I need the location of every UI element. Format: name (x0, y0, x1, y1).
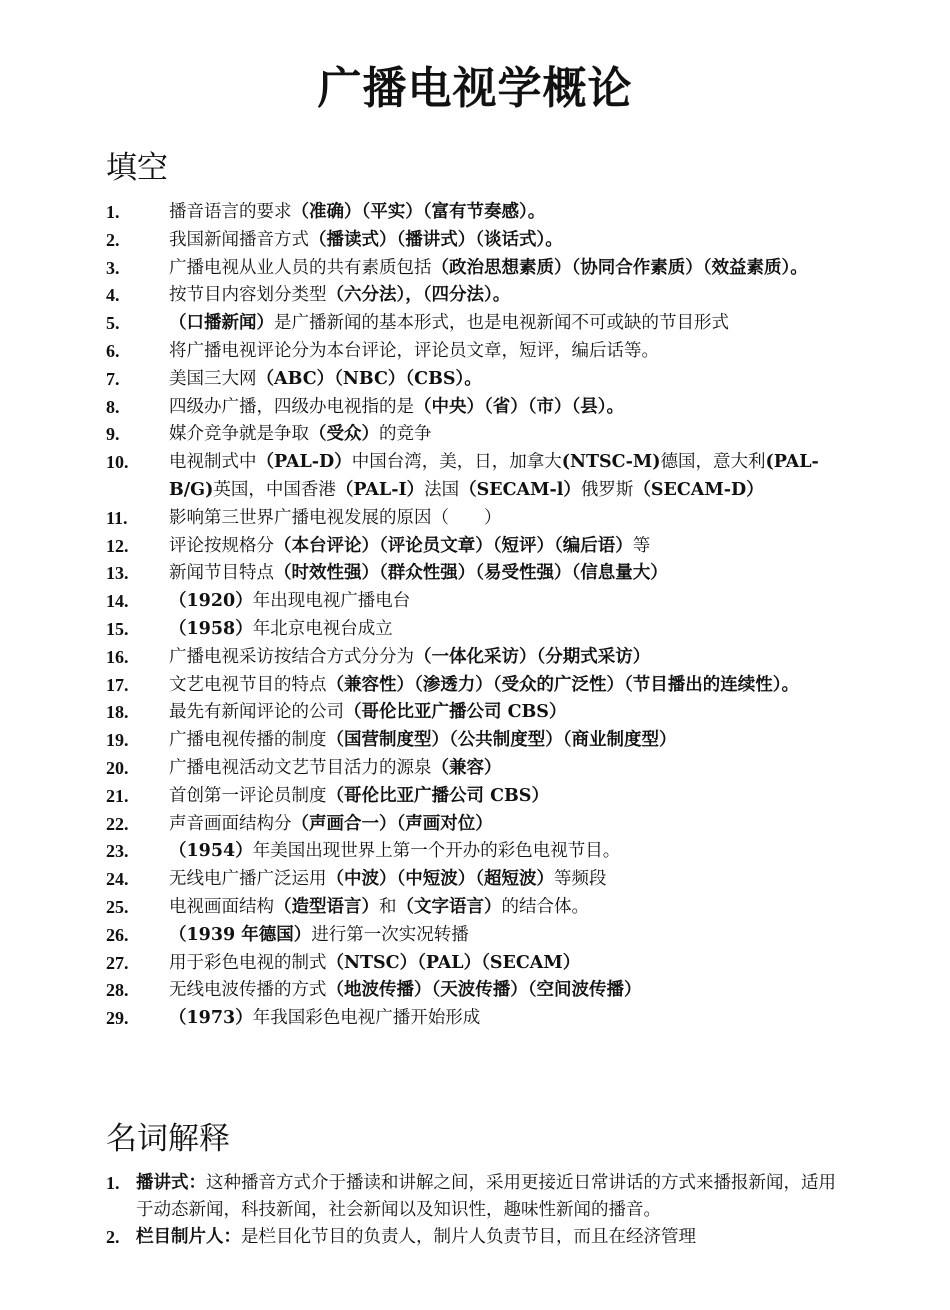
fill-in-item (0, 977, 950, 1005)
item-text (169, 866, 844, 894)
answer-text: （兼容性）（渗透力）（受众的广泛性）（节目播出的连续性）。 (326, 674, 799, 695)
question-text: 的竞争 (379, 424, 432, 445)
answer-text: （地波传播）（天波传播）（空间波传播） (326, 980, 642, 1001)
question-text: 首创第一评论员制度 (169, 785, 327, 806)
question-text: 年出现电视广播电台 (252, 591, 411, 612)
fill-in-item (0, 727, 950, 755)
question-text: 最先有新闻评论的公司 (169, 702, 344, 723)
fill-in-item (0, 894, 950, 922)
fill-in-item (0, 533, 950, 561)
item-text (169, 560, 844, 588)
fill-in-item (0, 282, 950, 310)
answer-text: （口播新闻） (169, 313, 274, 334)
fill-in-item (0, 227, 950, 255)
item-number: 20. (106, 757, 129, 778)
question-text: 英国，中国香港 (213, 479, 336, 500)
fill-in-item (0, 421, 950, 449)
answer-text: （六分法），（四分法）。 (326, 285, 511, 306)
fill-in-item (0, 783, 950, 811)
item-text (169, 616, 844, 644)
fill-in-item (0, 449, 950, 505)
question-text: 进行第一次实况转播 (311, 924, 469, 945)
question-text: 影响第三世界广播电视发展的原因（ ） (169, 507, 502, 528)
item-text (169, 255, 844, 283)
term-text (136, 1170, 842, 1224)
item-text (169, 199, 844, 227)
term-text (136, 1224, 842, 1251)
fill-in-item (0, 644, 950, 672)
term-definition: 是栏目化节目的负责人，制片人负责节目，而且在经济管理 (241, 1227, 696, 1247)
question-text: 将广播电视评论分为本台评论，评论员文章，短评，编后话等。 (169, 340, 659, 361)
fill-in-item (0, 255, 950, 283)
question-text: 文艺电视节目的特点 (169, 674, 327, 695)
fill-in-item (0, 338, 950, 366)
question-text: 美国三大网 (169, 368, 257, 389)
term-label: 播讲式： (136, 1173, 206, 1193)
question-text: 电视画面结构 (169, 896, 274, 917)
question-text: 等频段 (554, 869, 607, 890)
fill-in-item (0, 699, 950, 727)
answer-text: （政治思想素质）（协同合作素质）（效益素质）。 (431, 257, 808, 278)
answer-text: （SECAM-D） (633, 479, 764, 500)
section-heading-terms: 名词解释 (106, 1121, 230, 1157)
item-text (169, 505, 844, 533)
question-text: 无线电波传播的方式 (169, 980, 327, 1001)
question-text: 我国新闻播音方式 (169, 229, 309, 250)
answer-text: （1954） (169, 841, 253, 862)
fill-in-item (0, 588, 950, 616)
item-number: 15. (106, 618, 129, 639)
item-text (169, 672, 844, 700)
item-number: 24. (106, 869, 129, 890)
item-number: 2. (106, 229, 120, 250)
fill-in-item (0, 755, 950, 783)
item-text (169, 282, 844, 310)
item-number: 29. (106, 1008, 129, 1029)
item-text (169, 977, 844, 1005)
question-text: 电视制式中 (169, 452, 257, 473)
item-text (169, 783, 844, 811)
fill-in-item (0, 394, 950, 422)
answer-text: （受众） (309, 424, 379, 445)
answer-text: （本台评论）（评论员文章）（短评）（编后语） (274, 535, 633, 556)
item-number: 5. (106, 313, 120, 334)
question-text: 俄罗斯 (580, 479, 634, 500)
fill-in-item (0, 950, 950, 978)
answer-text: （播读式）（播讲式）（谈话式）。 (309, 229, 563, 250)
item-text (169, 449, 844, 505)
section-heading-fill-in: 填空 (106, 150, 168, 186)
item-number: 19. (106, 730, 129, 751)
answer-text: （哥伦比亚广播公司 CBS） (344, 702, 567, 723)
answer-text: （国营制度型）（公共制度型）（商业制度型） (326, 730, 677, 751)
question-text: 用于彩色电视的制式 (169, 952, 327, 973)
item-number: 23. (106, 841, 129, 862)
answer-text: （中波）（中短波）（超短波） (326, 869, 554, 890)
item-number: 6. (106, 340, 120, 361)
item-text (169, 922, 844, 950)
item-text (169, 950, 844, 978)
answer-text: （SECAM-l） (459, 479, 581, 500)
terms-list (0, 1170, 950, 1251)
term-item (0, 1224, 950, 1251)
item-number: 13. (106, 563, 129, 584)
fill-in-item (0, 199, 950, 227)
item-number: 22. (106, 813, 129, 834)
answer-text: （文字语言） (396, 896, 502, 917)
question-text: 评论按规格分 (169, 535, 274, 556)
question-text: 和 (379, 896, 397, 917)
question-text: 广播电视采访按结合方式分分为 (169, 646, 414, 667)
answer-text: （PAL-D） (256, 452, 352, 473)
fill-in-item (0, 922, 950, 950)
question-text: 新闻节目特点 (169, 563, 274, 584)
term-item (0, 1170, 950, 1224)
question-text: 广播电视活动文艺节目活力的源泉 (169, 757, 432, 778)
document-title: 广播电视学概论 (317, 63, 633, 114)
item-text (169, 1005, 844, 1033)
answer-text: (NTSC-M) (561, 452, 661, 473)
question-text: 年我国彩色电视广播开始形成 (252, 1008, 481, 1029)
fill-in-item (0, 838, 950, 866)
item-number: 21. (106, 785, 129, 806)
question-text: 声音画面结构分 (169, 813, 292, 834)
fill-in-item (0, 672, 950, 700)
item-number: 2. (106, 1227, 120, 1247)
answer-text: （NTSC）（PAL）（SECAM） (326, 952, 581, 973)
item-text (169, 838, 844, 866)
item-number: 3. (106, 257, 120, 278)
question-text: 播音语言的要求 (169, 202, 292, 222)
item-number: 12. (106, 535, 129, 556)
fill-in-item (0, 1005, 950, 1033)
fill-in-list (0, 199, 950, 1033)
answer-text: （1973） (169, 1008, 253, 1029)
item-text (169, 755, 844, 783)
answer-text: (PAL-B/G) (169, 452, 819, 500)
item-number: 18. (106, 702, 129, 723)
answer-text: （一体化采访）（分期式采访） (414, 646, 651, 667)
question-text: 的结合体。 (501, 896, 589, 917)
question-text: 等 (632, 535, 651, 556)
answer-text: （哥伦比亚广播公司 CBS） (326, 785, 549, 806)
question-text: 年美国出现世界上第一个开办的彩色电视节目。 (252, 841, 621, 862)
fill-in-item (0, 310, 950, 338)
answer-text: （ABC）（NBC）（CBS）。 (256, 368, 482, 389)
question-text: 广播电视传播的制度 (169, 730, 327, 751)
answer-text: （中央）（省）（市）（县）。 (414, 396, 624, 417)
item-text (169, 533, 844, 561)
item-number: 16. (106, 646, 129, 667)
question-text: 四级办广播，四级办电视指的是 (169, 396, 414, 417)
answer-text: （准确）（平实）（富有节奏感）。 (291, 202, 546, 222)
answer-text: （造型语言） (274, 896, 379, 917)
item-number: 25. (106, 896, 129, 917)
fill-in-item (0, 616, 950, 644)
answer-text: （PAL-I） (335, 479, 425, 500)
answer-text: （1920） (169, 591, 253, 612)
answer-text: （兼容） (431, 757, 502, 778)
item-number: 28. (106, 980, 129, 1001)
item-text (169, 588, 844, 616)
item-number: 1. (106, 1173, 120, 1193)
question-text: 无线电广播广泛运用 (169, 869, 327, 890)
term-label: 栏目制片人： (136, 1227, 241, 1247)
fill-in-item (0, 560, 950, 588)
item-number: 26. (106, 924, 129, 945)
fill-in-item (0, 366, 950, 394)
item-number: 1. (106, 202, 120, 222)
question-text: 广播电视从业人员的共有素质包括 (169, 257, 432, 278)
question-text: 德国，意大利 (660, 452, 766, 473)
item-text (169, 894, 844, 922)
item-number: 14. (106, 591, 129, 612)
question-text: 是广播新闻的基本形式，也是电视新闻不可或缺的节目形式 (274, 313, 729, 334)
answer-text: （声画合一）（声画对位） (291, 813, 493, 834)
item-text (169, 227, 844, 255)
fill-in-item (0, 505, 950, 533)
item-text (169, 394, 844, 422)
item-text (169, 811, 844, 839)
item-text (169, 644, 844, 672)
item-text (169, 699, 844, 727)
item-text (169, 366, 844, 394)
item-number: 17. (106, 674, 129, 695)
item-number: 8. (106, 396, 120, 417)
item-text (169, 727, 844, 755)
question-text: 按节目内容划分类型 (169, 285, 327, 306)
answer-text: （1939 年德国） (169, 924, 312, 945)
item-number: 7. (106, 368, 120, 389)
item-number: 9. (106, 424, 120, 445)
item-text (169, 338, 844, 366)
item-number: 4. (106, 285, 120, 306)
item-text (169, 310, 844, 338)
answer-text: （1958） (169, 618, 253, 639)
question-text: 年北京电视台成立 (252, 618, 393, 639)
item-number: 27. (106, 952, 129, 973)
question-text: 法国 (424, 479, 460, 500)
item-number: 10. (106, 452, 129, 473)
term-definition: 这种播音方式介于播读和讲解之间，采用更接近日常讲话的方式来播报新闻，适用于动态新闻，科技新闻，社会新闻以及知识性，趣味性新闻的播音。 (136, 1173, 836, 1220)
question-text: 中国台湾，美，日，加拿大 (351, 452, 562, 473)
item-number: 11. (106, 507, 128, 528)
item-text (169, 421, 844, 449)
answer-text: （时效性强）（群众性强）（易受性强）（信息量大） (274, 563, 668, 584)
fill-in-item (0, 866, 950, 894)
fill-in-item (0, 811, 950, 839)
question-text: 媒介竞争就是争取 (169, 424, 309, 445)
